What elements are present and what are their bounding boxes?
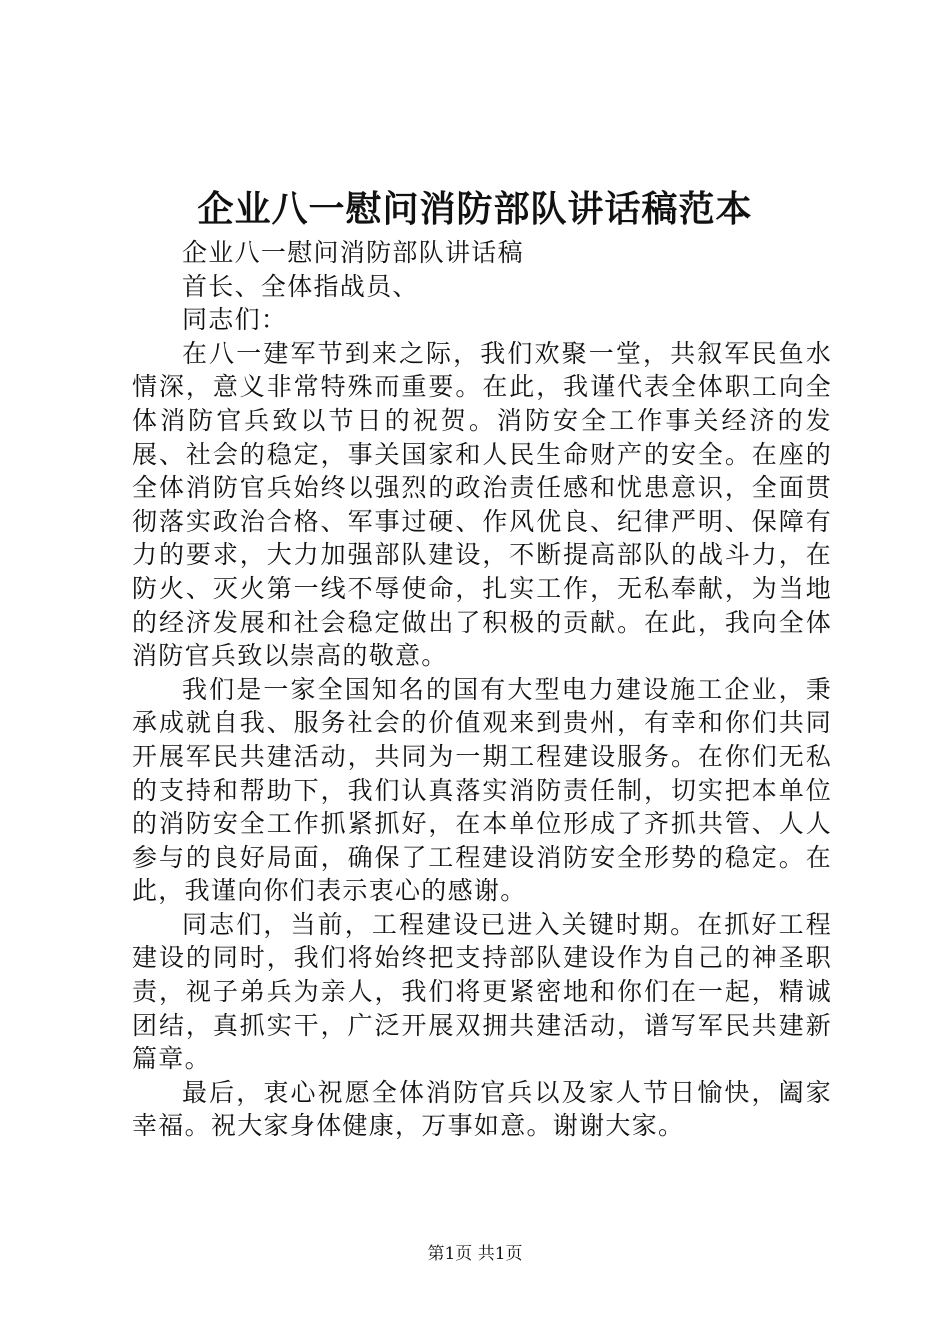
page-number-footer: 第1页 共1页 [427, 1244, 523, 1264]
salutation-line-2: 同志们： [182, 305, 288, 335]
salutation-line-1: 首长、全体指战员、 [182, 271, 419, 301]
subtitle-line: 企业八一慰问消防部队讲话稿 [182, 238, 524, 267]
body-paragraph-2: 我们是一家全国知名的国有大型电力建设施工企业，秉承成就自我、服务社会的价值观来到贵州，有幸和你们共同开展军民共建活动，共同为一期工程建设服务。在你们无私的支持和帮助下，我们认真落实消防责任制，切实把本单位的消防安全工作抓紧抓好，在本单位形成了齐抓共管、人人参与的良好局面，确保了工程建设消防安全形势的稳定。在此，我谨向你们表示衷心的感谢。 [132, 674, 832, 906]
body-paragraph-1: 在八一建军节到来之际，我们欢聚一堂，共叙军民鱼水情深，意义非常特殊而重要。在此，我谨代表全体职工向全体消防官兵致以节日的祝贺。消防安全工作事关经济的发展、社会的稳定，事关国家和人民生命财产的安全。在座的全体消防官兵始终以强烈的政治责任感和忧患意识，全面贯彻落实政治合格、军事过硬、作风优良、纪律严明、保障有力的要求，大力加强部队建设，不断提高部队的战斗力，在防火、灭火第一线不辱使命，扎实工作，无私奉献，为当地的经济发展和社会稳定做出了积极的贡献。在此，我向全体消防官兵致以崇高的敬意。 [132, 338, 832, 671]
document-body [132, 236, 832, 1143]
document-title: 企业八一慰问消防部队讲话稿范本 [197, 188, 753, 230]
body-paragraph-4: 最后，衷心祝愿全体消防官兵以及家人节日愉快，阖家幸福。祝大家身体健康，万事如意。谢谢大家。 [132, 1077, 832, 1141]
body-paragraph-3: 同志们，当前，工程建设已进入关键时期。在抓好工程建设的同时，我们将始终把支持部队建设作为自己的神圣职责，视子弟兵为亲人，我们将更紧密地和你们在一起，精诚团结，真抓实干，广泛开展双拥共建活动，谱写军民共建新篇章。 [132, 909, 832, 1074]
